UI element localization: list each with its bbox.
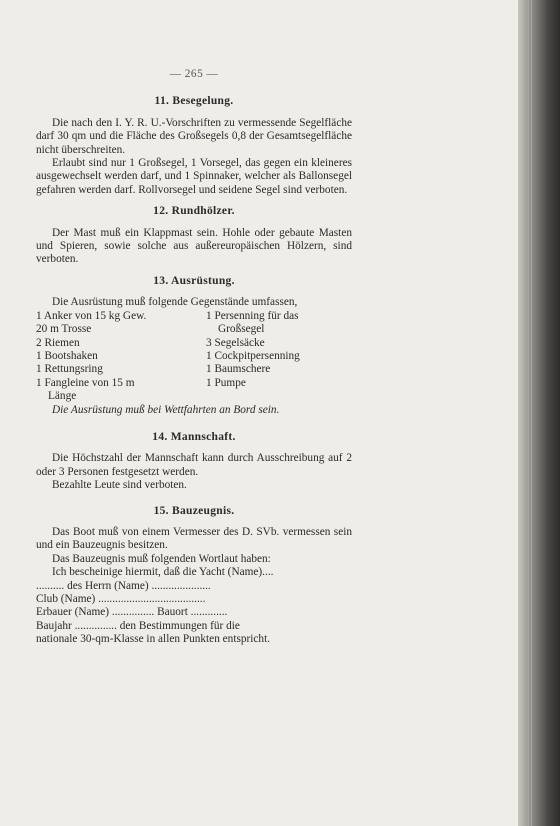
italic-note: Die Ausrüstung muß bei Wettfahrten an Bord sein. — [52, 403, 280, 416]
list-item: 1 Rettungsring — [36, 363, 103, 376]
section-heading-ausruestung: 13. Ausrüstung. — [153, 274, 235, 287]
list-item: Großsegel — [218, 323, 265, 336]
list-item: 2 Riemen — [36, 336, 80, 349]
page-edge-line — [531, 0, 532, 826]
equipment-list — [36, 310, 352, 404]
paragraph: Die Ausrüstung muß folgende Gegenstände umfassen, — [52, 296, 298, 309]
paragraph: Die Höchstzahl der Mannschaft kann durch Ausschreibung auf 2 oder 3 Personen festgesetzt werden. — [36, 452, 352, 478]
page-edge-line — [528, 0, 529, 826]
paragraph: Erlaubt sind nur 1 Großsegel, 1 Vorsegel, das gegen ein kleineres ausgewechselt werden darf, und 1 Spinnaker, welcher als Ballonsegel gefahren werden darf. Rollvorsegel und seidene Segel sind verboten. — [36, 157, 352, 196]
section-heading-mannschaft: 14. Mannschaft. — [152, 430, 236, 443]
section-heading-besegelung: 11. Besegelung. — [154, 95, 234, 108]
paragraph: Bezahlte Leute sind verboten. — [52, 479, 187, 492]
list-item: 20 m Trosse — [36, 323, 92, 336]
paragraph: Der Mast muß ein Klappmast sein. Hohle oder gebaute Masten und Spieren, sowie solche aus außereuropäischen Hölzern, sind verboten. — [36, 226, 352, 266]
certificate-line: .......... des Herrn (Name) ..................... — [36, 579, 211, 592]
list-item: 1 Fangleine von 15 m — [36, 376, 135, 389]
list-item: 1 Baumschere — [206, 363, 271, 376]
book-spine-edge — [518, 0, 560, 826]
certificate-line: Erbauer (Name) ............... Bauort ............. — [36, 606, 228, 619]
list-item: 1 Anker von 15 kg Gew. — [36, 309, 147, 322]
paragraph: Die nach den I. Y. R. U.-Vorschriften zu vermessende Segelfläche darf 30 qm und die Fläche des Großsegels 0,8 der Gesamtsegelfläche nicht überschreiten. — [36, 116, 352, 156]
section-heading-rundhoelzer: 12. Rundhölzer. — [153, 205, 235, 218]
list-item: 1 Bootshaken — [36, 349, 98, 362]
list-item: 1 Persenning für das — [206, 309, 299, 322]
page-content — [36, 68, 352, 647]
list-item: Länge — [48, 390, 77, 403]
page-number: — 265 — — [169, 68, 219, 80]
list-item: 3 Segelsäcke — [206, 336, 265, 349]
certificate-line: Ich bescheinige hiermit, daß die Yacht (Name).... — [52, 566, 274, 579]
certificate-line: nationale 30-qm-Klasse in allen Punkten entspricht. — [36, 633, 271, 646]
paragraph: Das Bauzeugnis muß folgenden Wortlaut haben: — [52, 552, 271, 565]
certificate-line: Club (Name) ...................................... — [36, 593, 206, 605]
paragraph: Das Boot muß von einem Vermesser des D. SVb. vermessen sein und ein Bauzeugnis besitzen. — [36, 525, 352, 552]
list-item — [206, 390, 352, 403]
page-edge-line — [524, 0, 525, 826]
section-heading-bauzeugnis: 15. Bauzeugnis. — [153, 504, 235, 517]
list-item: 1 Cockpitpersenning — [206, 349, 300, 362]
certificate-line: Baujahr ............... den Bestimmungen für die — [36, 619, 240, 632]
list-item: 1 Pumpe — [206, 376, 246, 389]
